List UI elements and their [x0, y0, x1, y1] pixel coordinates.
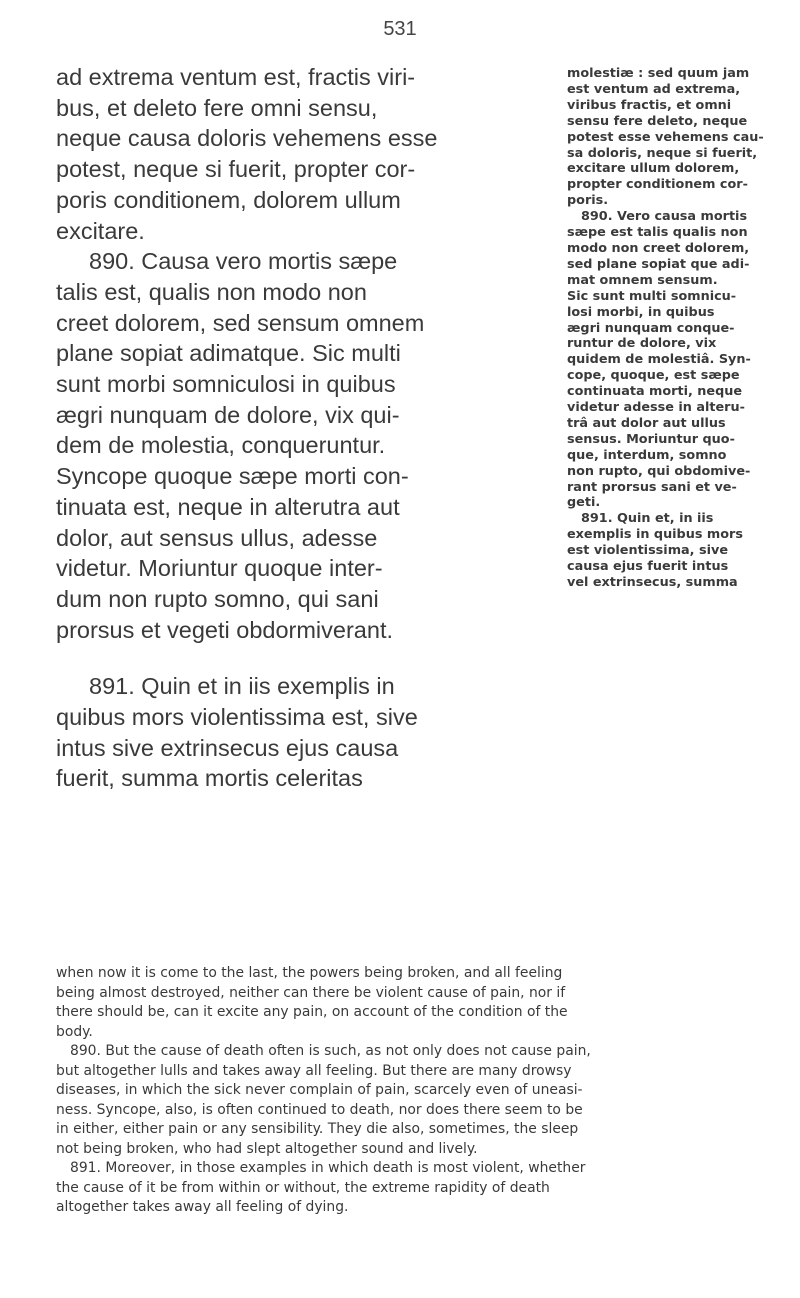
side-line: excitare ullum dolorem, — [567, 161, 740, 177]
side-line: propter conditionem cor- — [567, 177, 748, 193]
side-line: sa doloris, neque si fuerit, — [567, 145, 758, 161]
text-line: creet dolorem, sed sensum omnem — [56, 309, 425, 336]
side-line: que, interdum, somno — [567, 447, 727, 463]
english-translation — [56, 964, 742, 1218]
text-line: plane sopiat adimatque. Sic multi — [56, 340, 401, 367]
side-line: non rupto, qui obdomive- — [567, 463, 751, 479]
side-line: molestiæ : sed quum jam — [567, 66, 750, 81]
page-number: 531 — [383, 18, 417, 40]
side-line: Sic sunt multi somnicu- — [567, 288, 737, 304]
side-line: sensu fere deleto, neque — [567, 113, 748, 129]
translation-line: altogether takes away all feeling of dying. — [56, 1199, 349, 1215]
text-line: dolor, aut sensus ullus, adesse — [56, 524, 378, 551]
translation-line: when now it is come to the last, the powers being broken, and all feeling — [56, 965, 563, 981]
text-line: Syncope quoque sæpe morti con- — [56, 463, 409, 490]
side-line: sensus. Moriuntur quo- — [567, 431, 735, 447]
side-line: exemplis in quibus mors — [567, 527, 743, 543]
text-line: tinuata est, neque in alterutra aut — [56, 493, 400, 520]
side-line: est ventum ad extrema, — [567, 81, 741, 97]
translation-line: there should be, can it excite any pain, on account of the condition of the — [56, 1004, 568, 1020]
side-line: causa ejus fuerit intus — [567, 559, 729, 575]
side-line: ægri nunquam conque- — [567, 320, 735, 336]
side-line: viribus fractis, et omni — [567, 97, 732, 113]
translation-line: in either, either pain or any sensibility. They die also, sometimes, the sleep — [56, 1121, 579, 1137]
translation-line: body. — [56, 1023, 93, 1040]
latin-main-text — [56, 62, 556, 794]
translation-line: 891. Moreover, in those examples in which death is most violent, whether — [70, 1160, 586, 1176]
side-line: poris. — [567, 193, 609, 209]
translation-line: diseases, in which the sick never complain of pain, scarcely even of uneasi- — [56, 1082, 583, 1098]
translation-line: 890. But the cause of death often is such, as not only does not cause pain, — [70, 1043, 591, 1059]
text-line: prorsus et vegeti obdormiverant. — [56, 616, 393, 643]
text-line: fuerit, summa mortis celeritas — [56, 765, 363, 792]
side-line: continuata morti, neque — [567, 384, 743, 400]
text-line: potest, neque si fuerit, propter cor- — [56, 156, 416, 183]
side-line: modo non creet dolorem, — [567, 240, 750, 256]
text-line: 891. Quin et in iis exemplis in — [89, 673, 395, 700]
translation-line: the cause of it be from within or without, the extreme rapidity of death — [56, 1179, 550, 1196]
side-line: quidem de molestiâ. Syn- — [567, 352, 751, 368]
side-line: losi morbi, in quibus — [567, 304, 715, 320]
text-line: excitare. — [56, 217, 145, 244]
side-line: videtur adesse in alteru- — [567, 400, 745, 416]
text-line: sunt morbi somniculosi in quibus — [56, 371, 396, 398]
side-line: sed plane sopiat que adi- — [567, 256, 750, 272]
side-line: sæpe est talis qualis non — [567, 225, 748, 241]
translation-line: being almost destroyed, neither can there be violent cause of pain, nor if — [56, 984, 566, 1001]
side-line: runtur de dolore, vix — [567, 336, 717, 352]
text-line: bus, et deleto fere omni sensu, — [56, 94, 378, 121]
text-line: intus sive extrinsecus ejus causa — [56, 734, 399, 761]
side-line: est violentissima, sive — [567, 543, 728, 559]
side-line: vel extrinsecus, summa — [567, 575, 738, 590]
side-line: rant prorsus sani et ve- — [567, 479, 737, 495]
text-line: dum non rupto somno, qui sani — [56, 585, 379, 612]
side-line: potest esse vehemens cau- — [567, 129, 764, 145]
text-line: dem de molestia, conqueruntur. — [56, 432, 386, 459]
translation-line: ness. Syncope, also, is often continued to death, nor does there seem to be — [56, 1101, 583, 1118]
latin-side-notes — [567, 66, 782, 591]
side-line: geti. — [567, 495, 601, 511]
side-line: trâ aut dolor aut ullus — [567, 415, 726, 431]
text-line: quibus mors violentissima est, sive — [56, 704, 418, 731]
translation-line: but altogether lulls and takes away all feeling. But there are many drowsy — [56, 1062, 572, 1079]
side-line: cope, quoque, est sæpe — [567, 368, 740, 384]
side-line: 890. Vero causa mortis — [581, 209, 748, 225]
text-line: videtur. Moriuntur quoque inter- — [56, 555, 383, 582]
side-line: mat omnem sensum. — [567, 272, 718, 288]
side-line: 891. Quin et, in iis — [581, 511, 714, 527]
text-line: poris conditionem, dolorem ullum — [56, 186, 401, 213]
text-line: 890. Causa vero mortis sæpe — [89, 248, 398, 275]
translation-line: not being broken, who had slept altogether sound and lively. — [56, 1140, 478, 1157]
text-line: ægri nunquam de dolore, vix qui- — [56, 401, 400, 428]
text-line: neque causa doloris vehemens esse — [56, 125, 438, 152]
text-line: talis est, qualis non modo non — [56, 278, 367, 305]
text-line: ad extrema ventum est, fractis viri- — [56, 64, 416, 90]
